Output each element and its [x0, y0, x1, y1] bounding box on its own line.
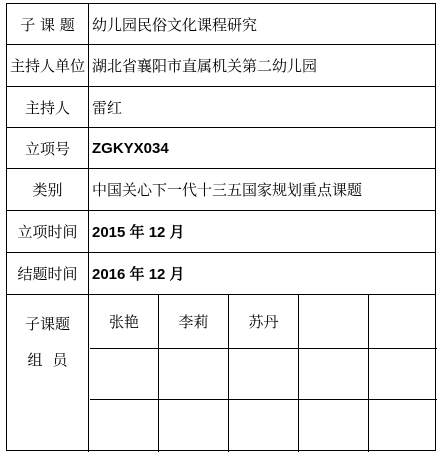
row-start-date: [7, 211, 435, 253]
member-cell-empty: [229, 400, 299, 452]
label-members: [7, 295, 89, 452]
member-cell-empty: [229, 349, 299, 400]
member-cell: 李莉: [159, 295, 229, 349]
members-label-line1: 子课题: [24, 315, 70, 333]
value-end-date: 2016 年 12 月: [92, 266, 185, 283]
project-info-table: [6, 3, 436, 451]
member-cell: 苏丹: [229, 295, 299, 349]
label-host-unit: 主持人单位: [7, 45, 89, 86]
member-cell-empty: [369, 400, 437, 452]
label-project-number: 立项号: [7, 128, 89, 168]
value-start-date: 2015 年 12 月: [92, 224, 185, 241]
member-cell-empty: [159, 349, 229, 400]
members-label-line2: 组员: [27, 351, 78, 369]
member-cell-empty: [90, 400, 159, 452]
member-cell-empty: [159, 400, 229, 452]
row-subject: [7, 4, 435, 45]
row-host-unit: [7, 45, 435, 87]
member-cell-empty: [299, 349, 369, 400]
label-host: 主持人: [7, 87, 89, 127]
member-cell-empty: [90, 349, 159, 400]
label-subject: 子 课 题: [7, 4, 89, 44]
member-cell: 张艳: [90, 295, 159, 349]
row-project-number: [7, 128, 435, 169]
member-cell: [369, 295, 437, 349]
value-host: 雷红: [92, 98, 123, 117]
value-host-unit: 湖北省襄阳市直属机关第二幼儿园: [92, 57, 318, 75]
row-members: [7, 295, 435, 452]
label-start-date: 立项时间: [7, 211, 89, 252]
value-subject: 幼儿园民俗文化课程研究: [92, 15, 258, 34]
row-end-date: [7, 253, 435, 295]
value-category: 中国关心下一代十三五国家规划重点课题: [92, 181, 363, 199]
members-grid: [90, 295, 435, 452]
row-category: [7, 169, 435, 211]
label-end-date: 结题时间: [7, 253, 89, 294]
member-cell-empty: [369, 349, 437, 400]
row-host: [7, 87, 435, 128]
label-category: 类别: [7, 169, 89, 210]
member-cell-empty: [299, 400, 369, 452]
member-cell: [299, 295, 369, 349]
value-project-number: ZGKYX034: [92, 139, 169, 157]
